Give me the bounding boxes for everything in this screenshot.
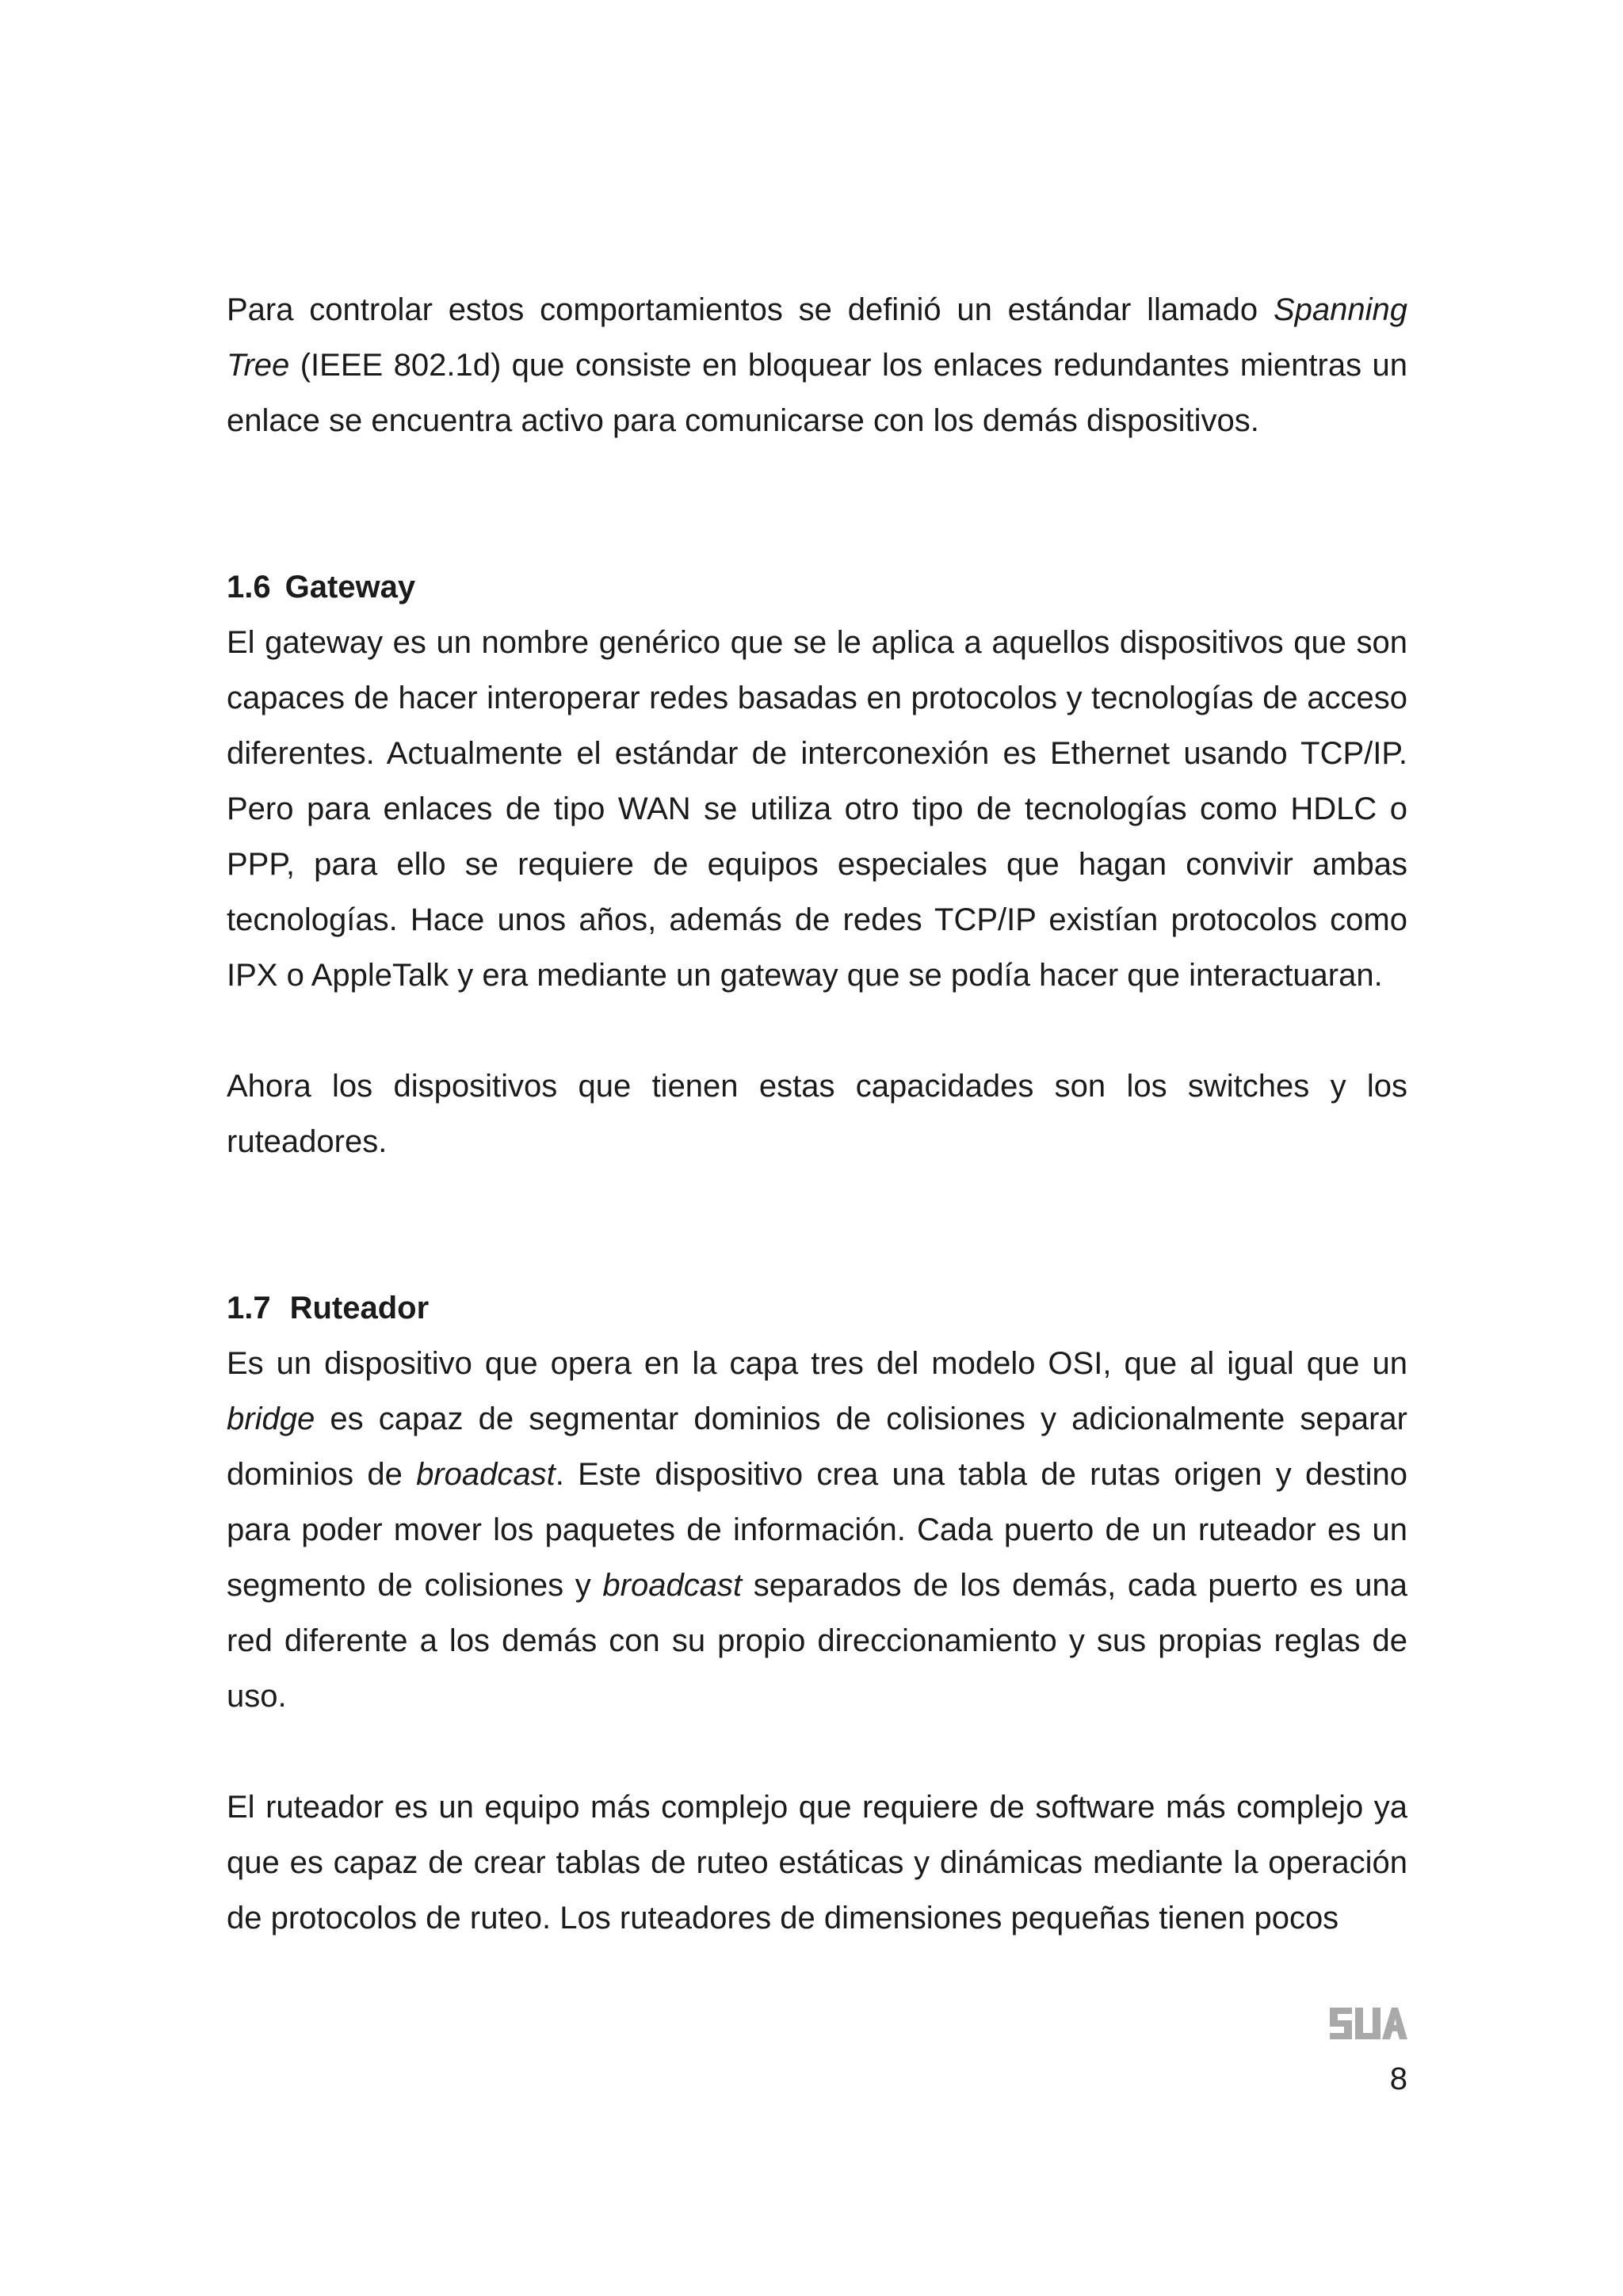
italic-term: Spanning Tree	[227, 292, 1407, 383]
text-run: es capaz de segmentar dominios de colisiones y adicionalmente separar dominios de	[227, 1402, 1407, 1492]
section-spacer	[227, 1169, 1407, 1280]
section-heading-ruteador	[227, 1280, 1407, 1336]
section-number: 1.7	[227, 1291, 271, 1325]
italic-term: bridge	[227, 1402, 315, 1436]
paragraph-spanning-tree	[227, 282, 1407, 448]
text-run: (IEEE 802.1d) que consiste en bloquear los enlaces redundantes mientras un enlace se encuentra activo para comunicarse con los demás dispositivos.	[227, 348, 1407, 438]
text-run: El ruteador es un equipo más complejo que requiere de software más complejo ya que es capaz de crear tablas de ruteo estáticas y dinámicas mediante la operación de protocolos de ruteo. Los ruteadores de dimensiones pequeñas tienen pocos	[227, 1790, 1407, 1936]
text-run: separados de los demás, cada puerto es una red diferente a los demás con su propio direccionamiento y sus propias reglas de uso.	[227, 1568, 1407, 1714]
paragraph-ruteador-complexity	[227, 1779, 1407, 1946]
italic-term: broadcast	[416, 1457, 556, 1492]
text-run: . Este dispositivo crea una tabla de rutas origen y destino para poder mover los paquetes de información. Cada puerto de un ruteador es un segmento de colisiones y	[227, 1457, 1407, 1603]
paragraph-gateway-definition	[227, 615, 1407, 1003]
text-run: El gateway es un nombre genérico que se le aplica a aquellos dispositivos que son capaces de hacer interoperar redes basadas en protocolos y tecnologías de acceso diferentes. Actualmente el estándar de interconexión es Ethernet usando TCP/IP. Pero para enlaces de tipo WAN se utiliza otro tipo de tecnologías como HDLC o PPP, para ello se requiere de equipos especiales que hagan convivir ambas tecnologías. Hace unos años, además de redes TCP/IP existían protocolos como IPX o AppleTalk y era mediante un gateway que se podía hacer que interactuaran.	[227, 625, 1407, 993]
paragraph-spacer	[227, 1724, 1407, 1779]
text-run: Ahora los dispositivos que tienen estas capacidades son los switches y los ruteadores.	[227, 1069, 1407, 1159]
section-title: Ruteador	[289, 1291, 430, 1325]
sua-logo	[1328, 2004, 1407, 2042]
section-spacer	[227, 448, 1407, 559]
paragraph-ruteador-definition	[227, 1336, 1407, 1724]
page-number: 8	[1389, 2061, 1407, 2096]
section-title: Gateway	[285, 570, 416, 605]
page-content	[227, 282, 1407, 1946]
text-run: Es un dispositivo que opera en la capa tres del modelo OSI, que al igual que un	[227, 1346, 1407, 1381]
text-run: Para controlar estos comportamientos se definió un estándar llamado	[227, 292, 1274, 327]
section-heading-gateway	[227, 559, 1407, 615]
italic-term: broadcast	[602, 1568, 743, 1603]
section-number: 1.6	[227, 570, 271, 605]
paragraph-gateway-devices	[227, 1058, 1407, 1169]
paragraph-spacer	[227, 1003, 1407, 1058]
